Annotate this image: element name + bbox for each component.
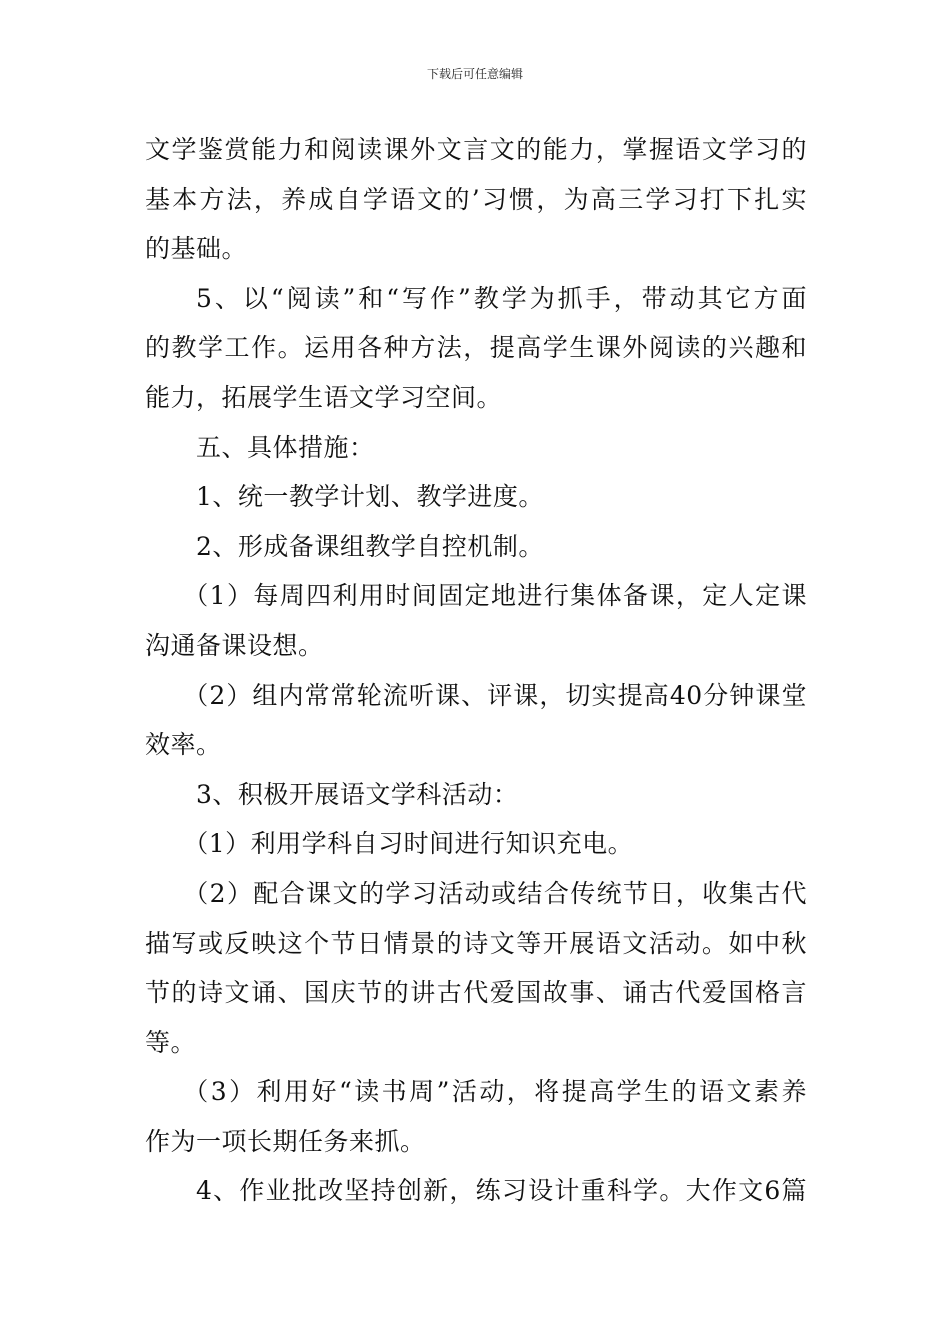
text-line: 3、积极开展语文学科活动：: [196, 779, 519, 809]
text-line: 节的诗文诵、国庆节的讲古代爱国故事、诵古代爱国格言: [145, 978, 807, 1008]
text-line: 文学鉴赏能力和阅读课外文言文的能力，掌握语文学习的: [145, 135, 807, 164]
text-line: 的基础。: [145, 234, 248, 264]
text-line: 沟通备课设想。: [145, 630, 324, 660]
text-line: （3）利用好“读书周”活动，将提高学生的语文素养: [183, 1077, 807, 1107]
page-header: 下载后可任意编辑: [426, 67, 523, 81]
text-line: （1）利用学科自习时间进行知识充电。: [183, 829, 634, 859]
text-line: 等。: [145, 1027, 197, 1057]
text-line: 描写或反映这个节日情景的诗文等开展语文活动。如中秋: [145, 928, 807, 958]
text-line: 5、以“阅读”和“写作”教学为抓手，带动其它方面: [196, 283, 807, 313]
text-line: 1、统一教学计划、教学进度。: [196, 482, 544, 512]
text-line: 2、形成备课组教学自控机制。: [196, 531, 544, 561]
text-line: 的教学工作。运用各种方法，提高学生课外阅读的兴趣和: [145, 333, 807, 363]
text-line: 4、作业批改坚持创新，练习设计重科学。大作文6篇: [196, 1176, 807, 1206]
document-body: [145, 125, 807, 1216]
text-line: 五、具体措施：: [196, 432, 375, 462]
text-line: 效率。: [145, 730, 222, 760]
text-line: （2）组内常常轮流听课、评课，切实提高40分钟课堂: [183, 680, 807, 710]
text-line: 基本方法，养成自学语文的’习惯，为高三学习打下扎实: [145, 184, 807, 214]
text-line: 作为一项长期任务来抓。: [145, 1126, 426, 1156]
text-line: 能力，拓展学生语文学习空间。: [145, 382, 503, 412]
text-line: （1）每周四利用时间固定地进行集体备课，定人定课: [183, 581, 807, 611]
text-line: （2）配合课文的学习活动或结合传统节日，收集古代: [183, 878, 807, 908]
